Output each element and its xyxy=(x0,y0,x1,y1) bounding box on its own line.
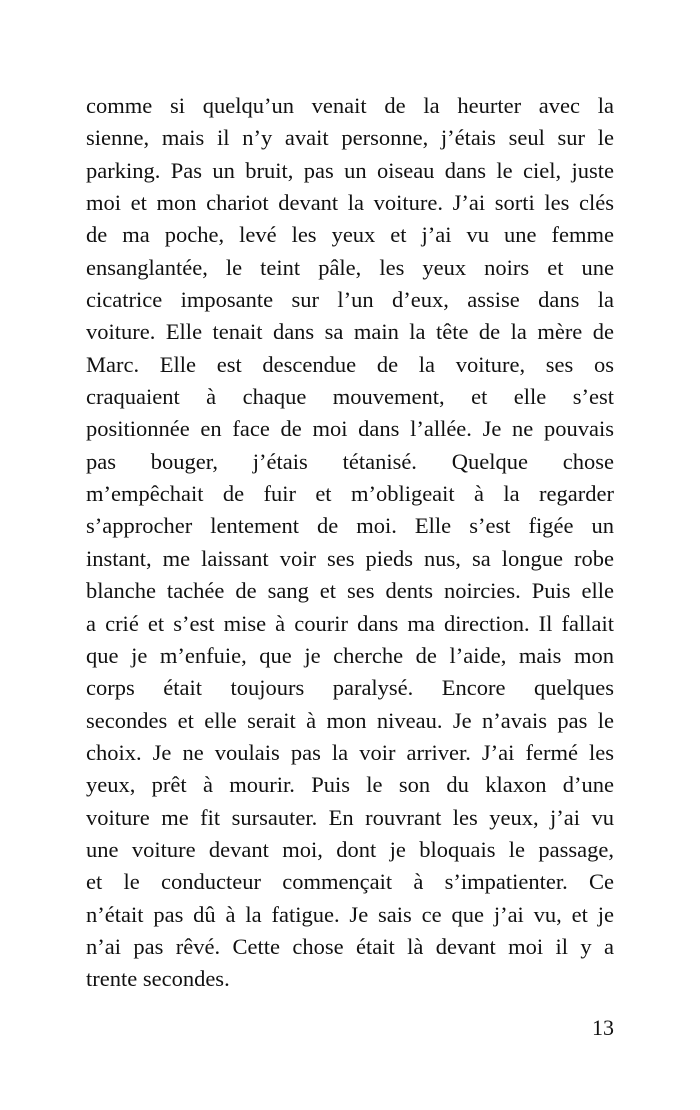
text-line: et le conducteur commençait à s’impatienter. Ce xyxy=(86,869,614,895)
text-line: voiture. Elle tenait dans sa main la tête de la mère de xyxy=(86,319,614,345)
text-line: craquaient à chaque mouvement, et elle s’est xyxy=(86,384,614,410)
text-line: Marc. Elle est descendue de la voiture, ses os xyxy=(86,351,614,377)
text-line: comme si quelqu’un venait de la heurter avec la xyxy=(86,93,614,118)
text-line: ensanglantée, le teint pâle, les yeux noirs et une xyxy=(86,254,614,280)
text-line: que je m’enfuie, que je cherche de l’aide, mais mon xyxy=(86,642,614,668)
text-line: parking. Pas un bruit, pas un oiseau dans le ciel, juste xyxy=(86,157,614,183)
text-line: une voiture devant moi, dont je bloquais le passage, xyxy=(86,836,614,862)
text-line: n’était pas dû à la fatigue. Je sais ce que j’ai vu, et je xyxy=(86,901,614,927)
text-line: a crié et s’est mise à courir dans ma direction. Il fallait xyxy=(86,610,614,636)
body-text xyxy=(86,90,614,996)
text-line: s’approcher lentement de moi. Elle s’est figée un xyxy=(86,513,614,539)
text-line: choix. Je ne voulais pas la voir arriver. J’ai fermé les xyxy=(86,739,614,765)
text-line: blanche tachée de sang et ses dents noircies. Puis elle xyxy=(86,578,614,604)
text-line: sienne, mais il n’y avait personne, j’étais seul sur le xyxy=(86,125,614,151)
text-line: m’empêchait de fuir et m’obligeait à la regarder xyxy=(86,481,614,507)
text-line: secondes et elle serait à mon niveau. Je n’avais pas le xyxy=(86,707,614,733)
text-line: yeux, prêt à mourir. Puis le son du klaxon d’une xyxy=(86,772,614,798)
text-line: corps était toujours paralysé. Encore quelques xyxy=(86,675,614,701)
text-line: instant, me laissant voir ses pieds nus, sa longue robe xyxy=(86,545,614,571)
text-line: de ma poche, levé les yeux et j’ai vu une femme xyxy=(86,222,614,248)
text-line: voiture me fit sursauter. En rouvrant les yeux, j’ai vu xyxy=(86,804,614,830)
text-line: moi et mon chariot devant la voiture. J’ai sorti les clés xyxy=(86,190,614,216)
text-line: n’ai pas rêvé. Cette chose était là devant moi il y a xyxy=(86,933,614,959)
text-line: pas bouger, j’étais tétanisé. Quelque chose xyxy=(86,448,614,474)
text-line: positionnée en face de moi dans l’allée. Je ne pouvais xyxy=(86,416,614,442)
page-number: 13 xyxy=(592,1015,614,1040)
text-line: cicatrice imposante sur l’un d’eux, assise dans la xyxy=(86,287,614,313)
text-line-last: trente secondes. xyxy=(86,966,230,992)
